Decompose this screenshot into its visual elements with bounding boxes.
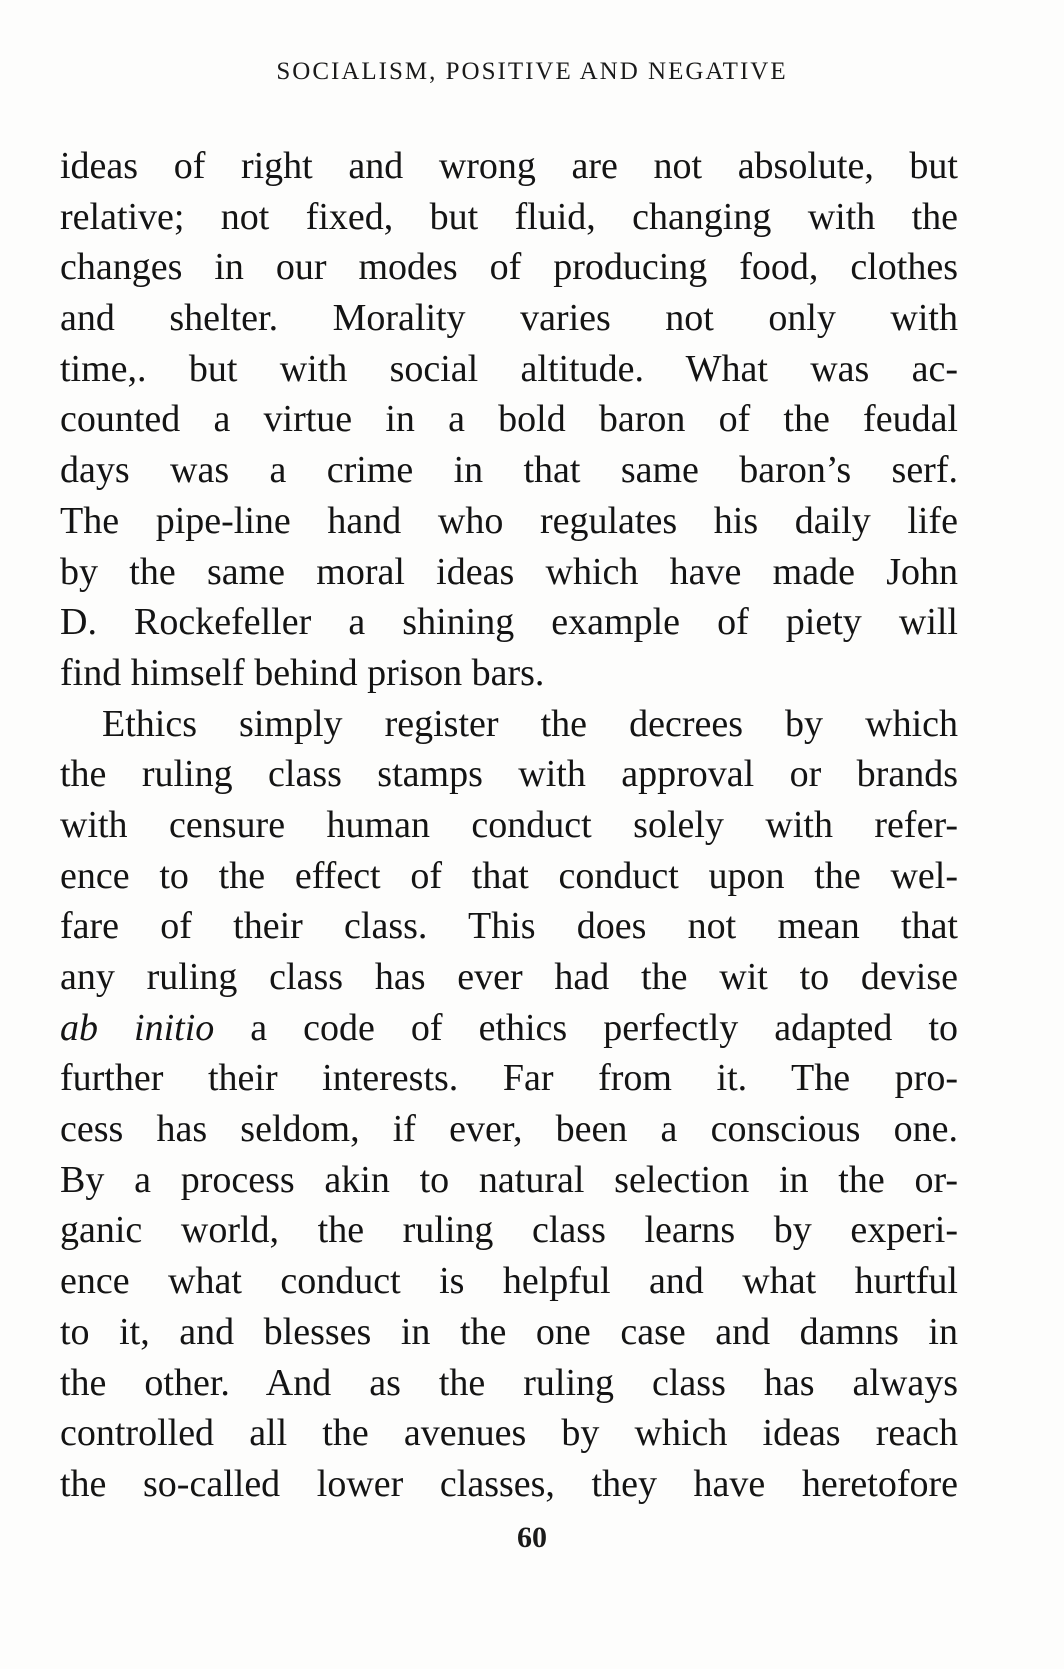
text-line: relative; not fixed, but fluid, changing with the	[60, 195, 958, 238]
paragraph-1	[60, 141, 958, 699]
italic-phrase: ab initio	[60, 1006, 215, 1049]
paragraph-2	[60, 699, 958, 1510]
text-line: D. Rockefeller a shining example of piety will	[60, 601, 958, 644]
text-line: counted a virtue in a bold baron of the feudal	[60, 398, 958, 441]
text-line: controlled all the avenues by which ideas reach	[60, 1412, 958, 1455]
text-line-with-italic	[60, 1003, 958, 1054]
text-line: cess has seldom, if ever, been a conscious one.	[60, 1108, 958, 1151]
text-line: the ruling class stamps with approval or brands	[60, 753, 958, 796]
page-number: 60	[517, 1521, 547, 1554]
text-line: by the same moral ideas which have made John	[60, 550, 958, 593]
text-line: any ruling class has ever had the wit to devise	[60, 956, 958, 998]
text-line: the other. And as the ruling class has always	[60, 1361, 958, 1404]
text-line: time,. but with social altitude. What was ac-	[60, 347, 958, 390]
body-text	[60, 141, 958, 1510]
text-line: Ethics simply register the decrees by which	[102, 702, 958, 745]
text-line: By a process akin to natural selection in the or-	[60, 1158, 958, 1201]
running-head: SOCIALISM, POSITIVE AND NEGATIVE	[276, 58, 788, 85]
text-line: ganic world, the ruling class learns by experi-	[60, 1209, 958, 1252]
text-line: the so-called lower classes, they have heretofore	[60, 1462, 958, 1505]
text-line: The pipe-line hand who regulates his daily life	[60, 499, 958, 542]
text-line: further their interests. Far from it. The pro-	[60, 1057, 958, 1100]
text-line-rest: a code of ethics perfectly adapted to	[214, 1006, 958, 1049]
text-line: and shelter. Morality varies not only with	[60, 297, 958, 340]
text-line: ideas of right and wrong are not absolute, but	[60, 145, 958, 187]
text-line: ence what conduct is helpful and what hurtful	[60, 1260, 958, 1303]
text-line: days was a crime in that same baron’s serf.	[60, 449, 958, 492]
text-line: find himself behind prison bars.	[60, 651, 545, 694]
text-line: to it, and blesses in the one case and damns in	[60, 1310, 958, 1353]
text-line: ence to the effect of that conduct upon the wel-	[60, 854, 958, 897]
text-line: fare of their class. This does not mean that	[60, 905, 958, 948]
text-line: with censure human conduct solely with refer-	[60, 803, 958, 846]
text-line: changes in our modes of producing food, clothes	[60, 246, 958, 289]
